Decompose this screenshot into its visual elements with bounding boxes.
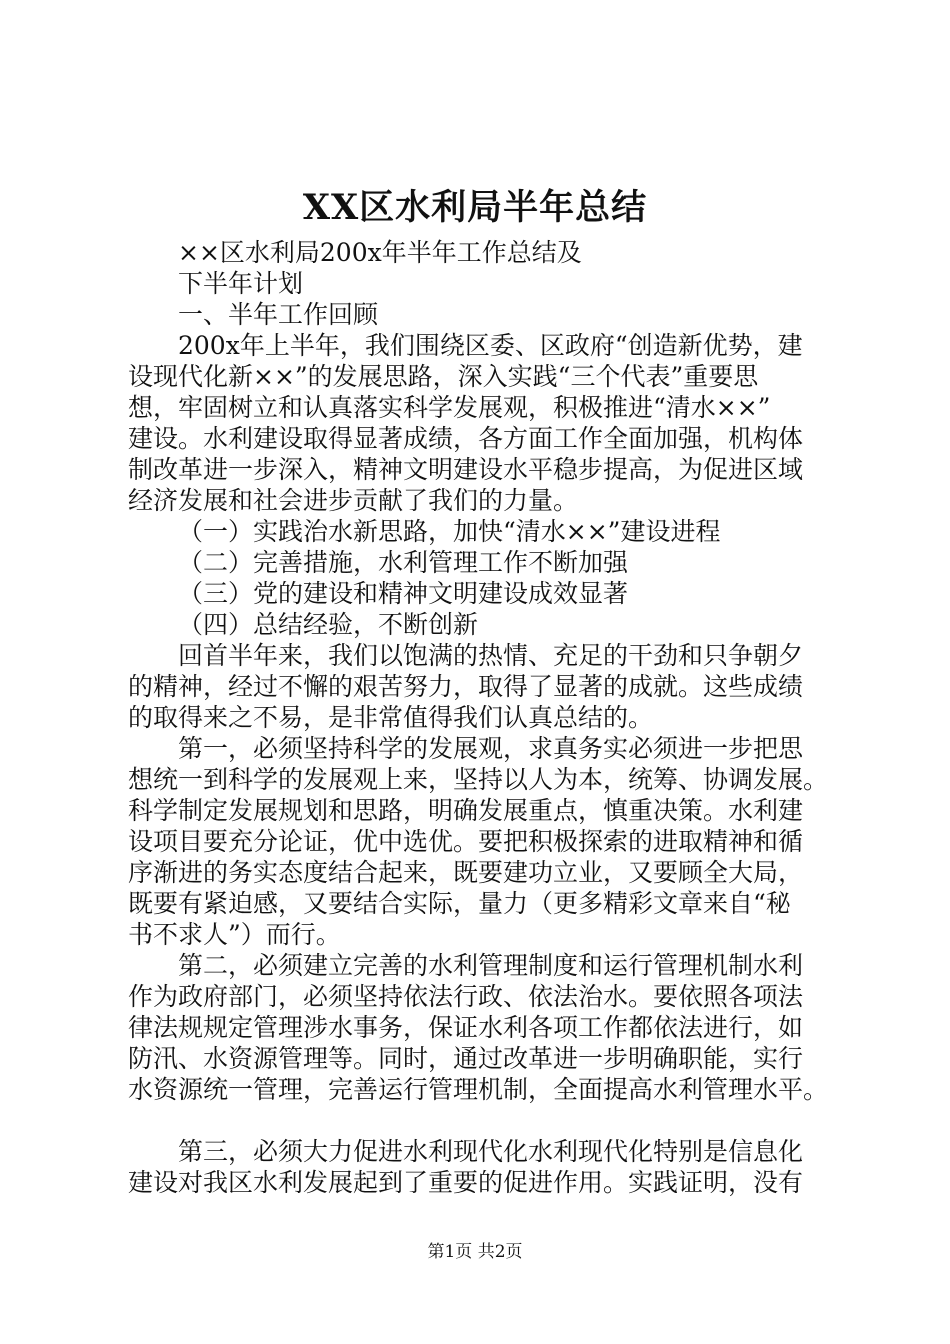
text-line: （一）实践治水新思路，加快“清水××”建设进程 [178,517,721,546]
text-line: 建设对我区水利发展起到了重要的促进作用。实践证明，没有 [128,1168,804,1197]
text-line: 律法规规定管理涉水事务，保证水利各项工作都依法进行，如 [128,1013,804,1042]
text-line: 200x年上半年，我们围绕区委、区政府“创造新优势，建 [178,331,803,360]
text-line: 想统一到科学的发展观上来，坚持以人为本，统筹、协调发展。 [128,765,829,794]
text-line: 制改革进一步深入，精神文明建设水平稳步提高，为促进区域 [128,455,804,484]
text-line: （三）党的建设和精神文明建设成效显著 [178,579,629,608]
text-line: 回首半年来，我们以饱满的热情、充足的干劲和只争朝夕 [178,641,804,670]
text-line: 第二，必须建立完善的水利管理制度和运行管理机制水利 [178,951,804,980]
text-line: 的精神，经过不懈的艰苦努力，取得了显著的成就。这些成绩 [128,672,804,701]
document-title: XX区水利局半年总结 [302,187,648,228]
text-line: ××区水利局200x年半年工作总结及 [178,238,582,267]
text-line: 建设。水利建设取得显著成绩，各方面工作全面加强，机构体 [128,424,804,453]
text-line: 作为政府部门，必须坚持依法行政、依法治水。要依照各项法 [128,982,804,1011]
text-line: 第一，必须坚持科学的发展观，求真务实必须进一步把思 [178,734,804,763]
page-footer: 第1页 共2页 [427,1242,523,1262]
text-line: 设现代化新××”的发展思路，深入实践“三个代表”重要思 [128,362,759,391]
text-line: 水资源统一管理，完善运行管理机制，全面提高水利管理水平。 [128,1075,829,1104]
text-line: 科学制定发展规划和思路，明确发展重点，慎重决策。水利建 [128,796,804,825]
blank-line [128,1105,840,1136]
text-line: 设项目要充分论证，优中选优。要把积极探索的进取精神和循 [128,827,804,856]
text-line: （四）总结经验，不断创新 [178,610,479,639]
text-line: 经济发展和社会进步贡献了我们的力量。 [128,486,579,515]
text-line: 的取得来之不易，是非常值得我们认真总结的。 [128,703,654,732]
text-line: （二）完善措施，水利管理工作不断加强 [178,548,629,577]
text-line: 一、半年工作回顾 [178,300,379,329]
document-body [128,237,840,1198]
text-line: 防汛、水资源管理等。同时，通过改革进一步明确职能，实行 [128,1044,804,1073]
text-line: 序渐进的务实态度结合起来，既要建功立业，又要顾全大局， [128,858,804,887]
text-line: 下半年计划 [178,269,304,298]
text-line: 既要有紧迫感，又要结合实际，量力（更多精彩文章来自“秘 [128,889,791,918]
text-line: 第三，必须大力促进水利现代化水利现代化特别是信息化 [178,1137,804,1166]
text-line: 书不求人”）而行。 [128,920,341,949]
text-line: 想，牢固树立和认真落实科学发展观，积极推进“清水××” [128,393,771,422]
